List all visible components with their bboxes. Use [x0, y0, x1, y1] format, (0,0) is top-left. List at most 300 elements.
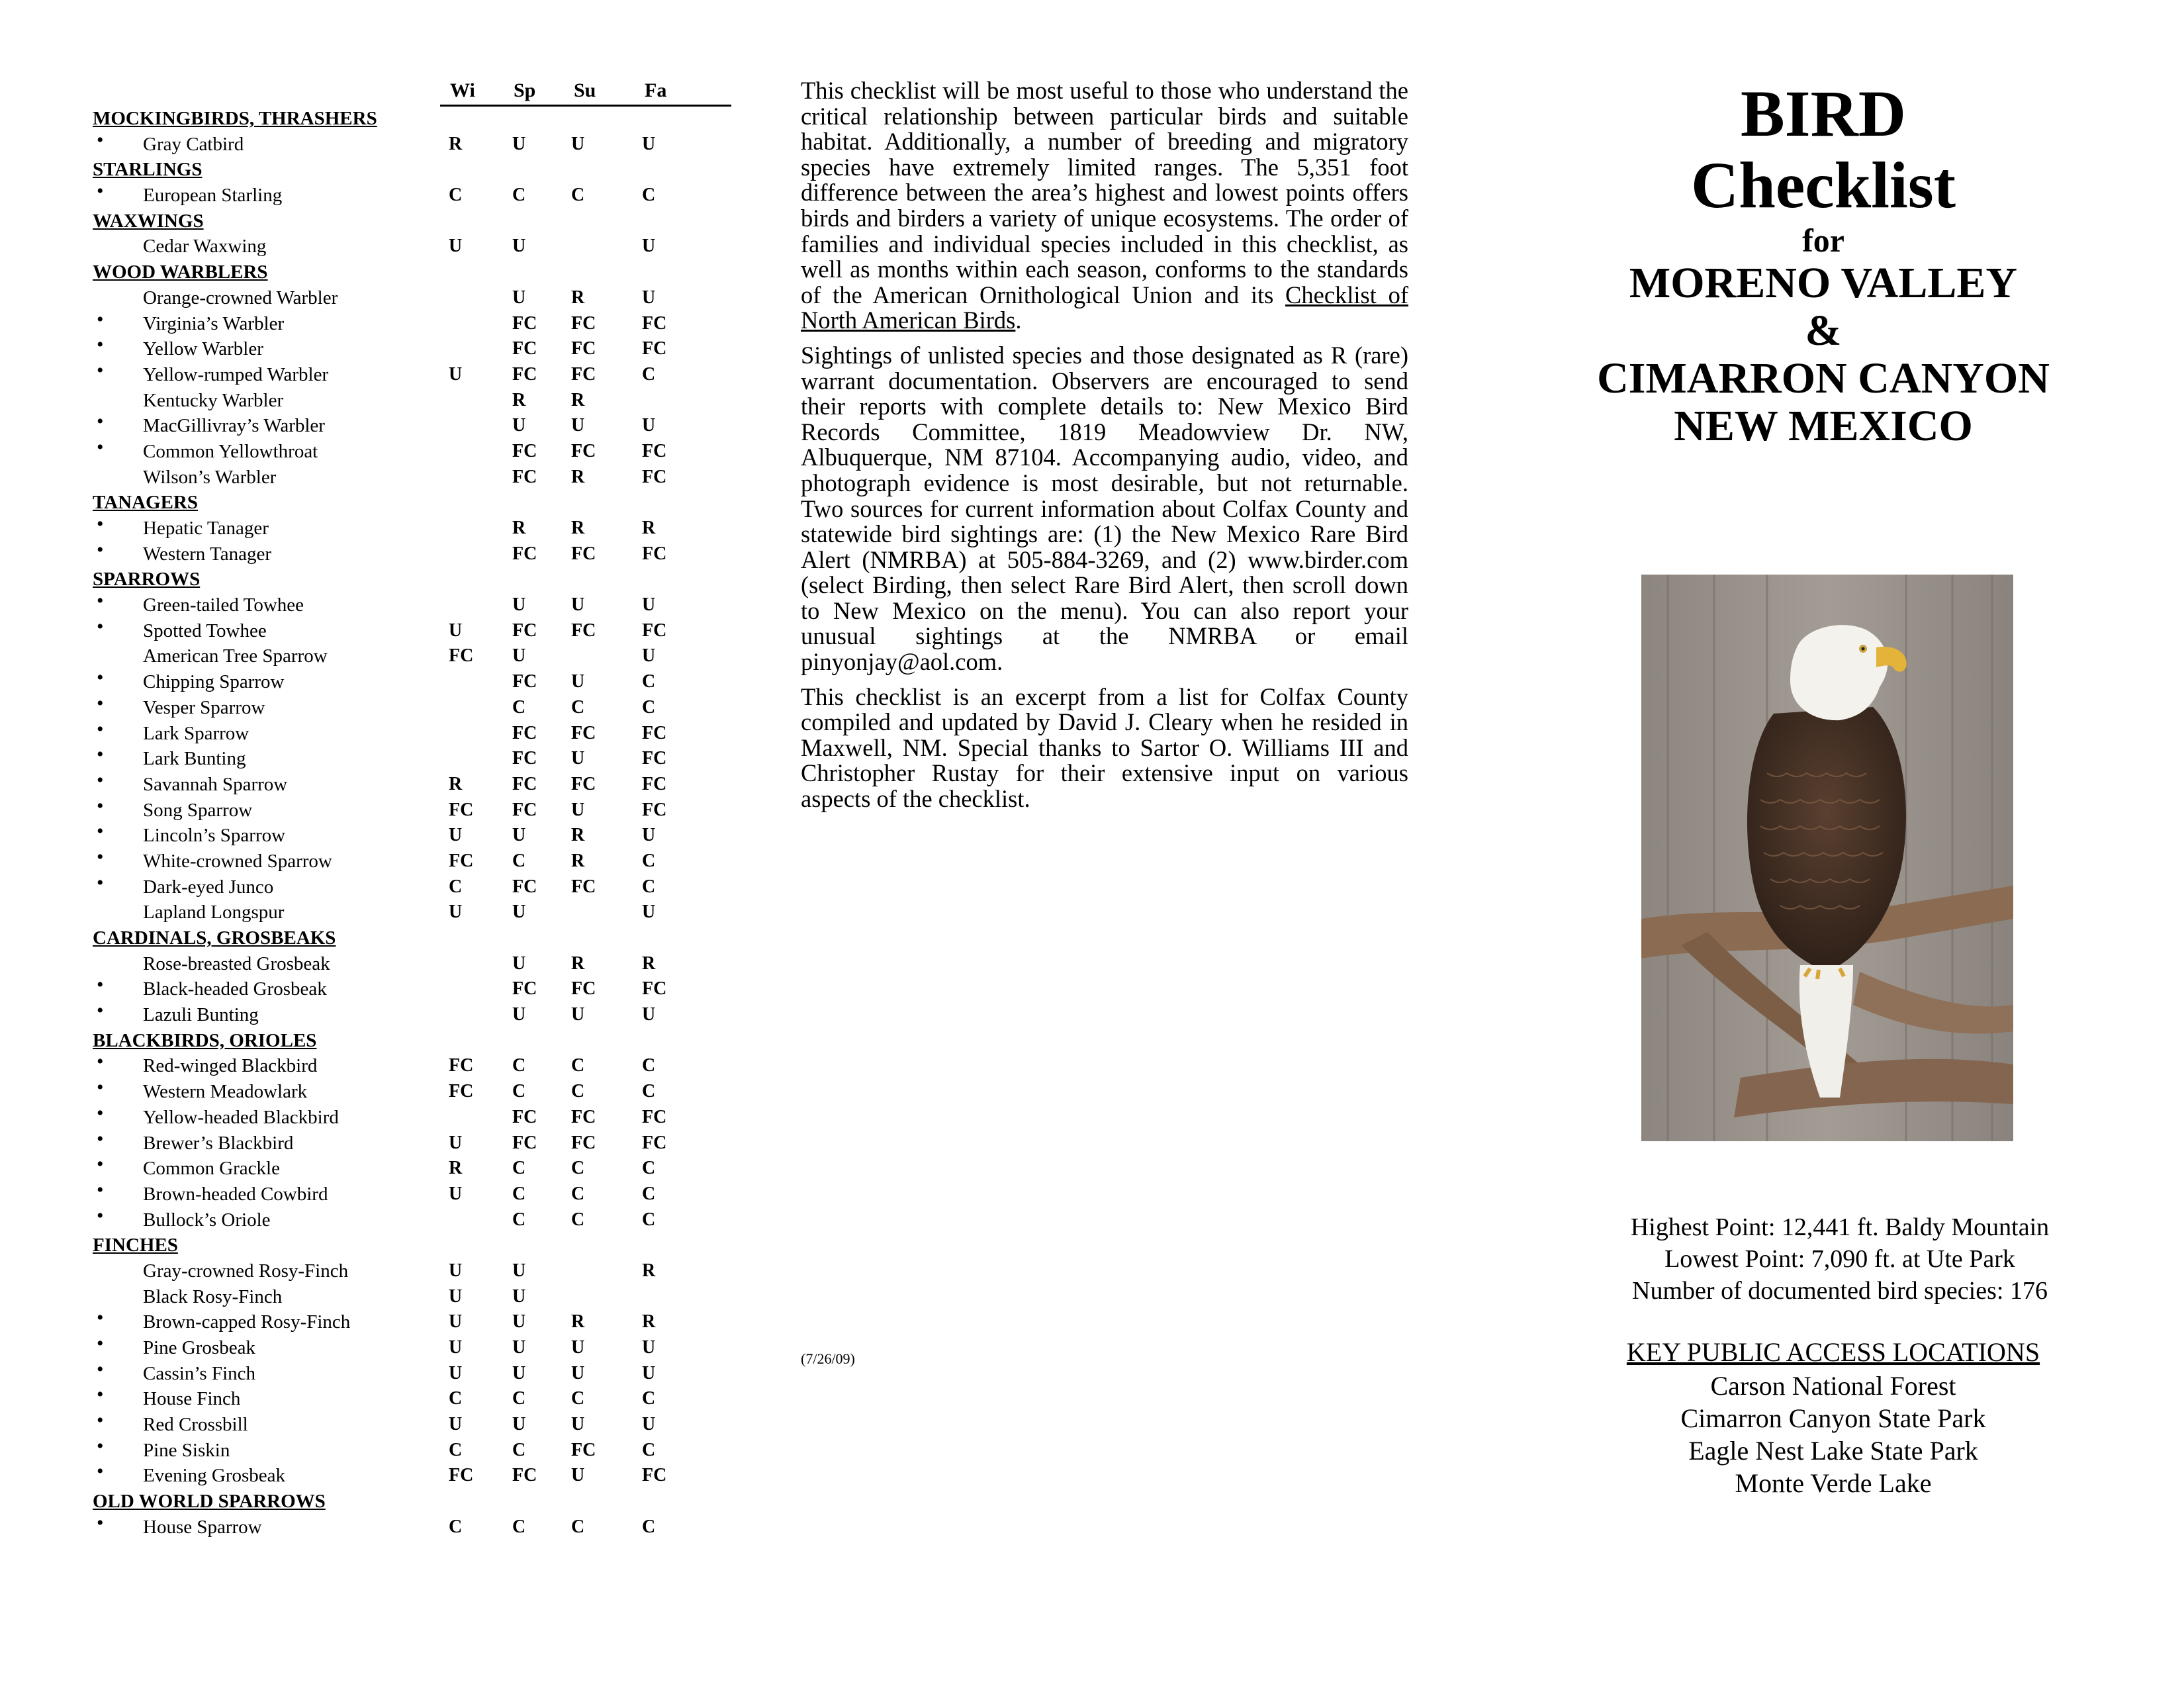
abundance-sp: FC	[512, 466, 537, 487]
abundance-sp: C	[512, 1081, 526, 1102]
abundance-wi: U	[449, 1414, 463, 1435]
breeding-bullet-icon: •	[97, 1051, 104, 1073]
family-name: BLACKBIRDS, ORIOLES	[93, 1029, 317, 1051]
abundance-fa: C	[642, 1439, 656, 1460]
species-row	[93, 1358, 688, 1387]
abundance-su: R	[571, 466, 585, 487]
species-row	[93, 410, 688, 439]
abundance-fa: FC	[642, 440, 667, 461]
abundance-wi: R	[449, 773, 463, 794]
abundance-wi: FC	[449, 1081, 474, 1102]
col-header-spring: Sp	[514, 79, 536, 101]
abundance-wi: U	[449, 1337, 463, 1358]
breeding-bullet-icon: •	[97, 1204, 104, 1227]
species-name: Black Rosy-Finch	[143, 1286, 283, 1307]
abundance-fa: FC	[642, 799, 667, 820]
abundance-sp: U	[512, 953, 526, 974]
abundance-su: C	[571, 185, 585, 206]
abundance-fa: C	[642, 876, 656, 897]
checklist-rows	[93, 106, 688, 1540]
abundance-sp: FC	[512, 876, 537, 897]
species-row	[93, 285, 688, 311]
family-name: MOCKINGBIRDS, THRASHERS	[93, 108, 377, 129]
abundance-su: C	[571, 1055, 585, 1076]
col-header-winter: Wi	[450, 79, 475, 101]
abundance-su: C	[571, 1158, 585, 1179]
abundance-su: FC	[571, 722, 596, 743]
abundance-wi: C	[449, 876, 463, 897]
title-bird: BIRD	[1740, 77, 1907, 150]
abundance-fa: U	[642, 1362, 656, 1383]
abundance-sp: C	[512, 1209, 526, 1230]
abundance-wi: C	[449, 1439, 463, 1460]
abundance-fa: C	[642, 363, 656, 385]
abundance-fa: FC	[642, 773, 667, 794]
abundance-wi: U	[449, 1132, 463, 1153]
abundance-wi: FC	[449, 1055, 474, 1076]
lowest-point: Lowest Point: 7,090 ft. at Ute Park	[1664, 1245, 2015, 1273]
abundance-su: U	[571, 1004, 585, 1025]
breeding-bullet-icon: •	[97, 1434, 104, 1457]
breeding-bullet-icon: •	[97, 1000, 104, 1022]
breeding-bullet-icon: •	[97, 128, 104, 151]
abundance-sp: R	[512, 518, 526, 538]
abundance-su: FC	[571, 1106, 596, 1127]
family-name: CARDINALS, GROSBEAKS	[93, 927, 336, 949]
breeding-bullet-icon: •	[97, 871, 104, 894]
breeding-bullet-icon: •	[97, 1307, 104, 1329]
abundance-fa: C	[642, 696, 656, 718]
abundance-fa: FC	[642, 338, 667, 359]
species-row	[93, 513, 688, 541]
abundance-fa: C	[642, 1055, 656, 1076]
species-name: White-crowned Sparrow	[143, 850, 332, 872]
abundance-wi: C	[449, 1388, 463, 1409]
abundance-su: FC	[571, 543, 596, 564]
abundance-fa: R	[642, 953, 656, 974]
abundance-wi: U	[449, 236, 463, 257]
abundance-wi: R	[449, 133, 463, 154]
abundance-su: C	[571, 1081, 585, 1102]
species-row	[93, 1409, 688, 1438]
abundance-sp: C	[512, 850, 526, 871]
abundance-wi: U	[449, 620, 463, 641]
abundance-su: U	[571, 671, 585, 692]
abundance-sp: U	[512, 1414, 526, 1435]
species-name: Yellow-headed Blackbird	[143, 1106, 339, 1128]
revision-date: (7/26/09)	[801, 1350, 855, 1367]
abundance-sp: FC	[512, 338, 537, 359]
abundance-fa: R	[642, 1311, 656, 1333]
species-name: Yellow-rumped Warbler	[143, 363, 329, 385]
abundance-su: R	[571, 518, 585, 538]
species-name: Brown-headed Cowbird	[143, 1183, 328, 1205]
abundance-fa: FC	[642, 722, 667, 743]
abundance-sp: U	[512, 133, 526, 154]
family-name: SPARROWS	[93, 569, 201, 590]
species-name: Gray-crowned Rosy-Finch	[143, 1260, 349, 1282]
breeding-bullet-icon: •	[97, 692, 104, 714]
abundance-sp: C	[512, 1439, 526, 1460]
abundance-su: C	[571, 696, 585, 718]
abundance-sp: C	[512, 1183, 526, 1204]
abundance-fa: C	[642, 1388, 656, 1409]
bald-eagle-photo	[1641, 575, 2013, 1141]
abundance-su: FC	[571, 1439, 596, 1460]
species-row	[93, 1153, 688, 1182]
abundance-su: FC	[571, 312, 596, 334]
access-location: Carson National Forest	[1710, 1371, 1956, 1401]
abundance-fa: C	[642, 185, 656, 206]
abundance-sp: FC	[512, 440, 537, 461]
breeding-bullet-icon: •	[97, 1358, 104, 1380]
abundance-fa: U	[642, 415, 656, 436]
abundance-sp: FC	[512, 773, 537, 794]
abundance-wi: FC	[449, 1465, 474, 1486]
intro-paragraph-2: Sightings of unlisted species and those designated as R (rare) warrant documentation. Observers are encouraged to send their reports with complete details to: New Mexico Bird Records Committee, 1819 Meadowview Dr. NW, Albuquerque, NM 87104. Accompanying audio, video, and photograph evidence is most desirable, but not returnable. Two sources for current information about Colfax County and statewide bird sightings are: (1) the New Mexico Rare Bird Alert (NMRBA) at 505-884-3269, and (2) www.birder.com (select Birding, then select Rare Bird Alert, then scroll down to New Mexico on the menu). You can also report your unusual sightings at the NMRBA or email pinyonjay@aol.com.	[801, 341, 1408, 676]
abundance-su: C	[571, 1209, 585, 1230]
species-name: Wilson’s Warbler	[143, 466, 277, 488]
abundance-sp: U	[512, 1260, 526, 1281]
family-heading	[93, 925, 688, 951]
species-row	[93, 1511, 688, 1540]
species-row	[93, 538, 688, 567]
abundance-sp: R	[512, 389, 526, 410]
species-name: Lincoln’s Sparrow	[143, 825, 286, 847]
abundance-wi: U	[449, 825, 463, 846]
abundance-sp: FC	[512, 363, 537, 385]
abundance-su: R	[571, 389, 585, 410]
abundance-sp: U	[512, 1337, 526, 1358]
family-heading	[93, 567, 688, 592]
abundance-sp: C	[512, 1055, 526, 1076]
breeding-bullet-icon: •	[97, 590, 104, 612]
abundance-sp: FC	[512, 799, 537, 820]
abundance-sp: C	[512, 1158, 526, 1179]
family-name: OLD WORLD SPARROWS	[93, 1491, 326, 1513]
breeding-bullet-icon: •	[97, 769, 104, 791]
intro-paragraph-3: This checklist is an excerpt from a list for Colfax County compiled and updated by David J. Cleary when he resided in Maxwell, NM. Special thanks to Sartor O. Williams III and Christopher Rustay for their extensive input on various aspects of the checklist.	[801, 682, 1408, 813]
abundance-fa: C	[642, 671, 656, 692]
abundance-fa: U	[642, 236, 656, 257]
species-name: Song Sparrow	[143, 799, 253, 821]
title-checklist: Checklist	[1691, 148, 1956, 222]
documented-species-count: Number of documented bird species: 176	[1632, 1277, 2048, 1305]
abundance-wi: U	[449, 1311, 463, 1333]
species-row	[93, 436, 688, 465]
abundance-su: U	[571, 1337, 585, 1358]
species-row	[93, 1076, 688, 1105]
abundance-fa: FC	[642, 1465, 667, 1486]
species-name: House Sparrow	[143, 1516, 262, 1538]
species-row	[93, 900, 688, 925]
abundance-wi: U	[449, 902, 463, 923]
abundance-sp: U	[512, 825, 526, 846]
intro-text	[801, 78, 1408, 821]
abundance-fa: FC	[642, 543, 667, 564]
species-name: Chipping Sparrow	[143, 671, 285, 693]
family-heading	[93, 209, 688, 234]
species-row	[93, 465, 688, 491]
abundance-sp: FC	[512, 312, 537, 334]
species-row	[93, 1284, 688, 1310]
species-row	[93, 1178, 688, 1207]
abundance-su: U	[571, 133, 585, 154]
species-name: Hepatic Tanager	[143, 518, 269, 539]
abundance-sp: C	[512, 1388, 526, 1409]
abundance-su: R	[571, 1311, 585, 1333]
abundance-su: FC	[571, 363, 596, 385]
species-name: Green-tailed Towhee	[143, 594, 304, 616]
abundance-fa: FC	[642, 312, 667, 334]
abundance-fa: C	[642, 1158, 656, 1179]
breeding-bullet-icon: •	[97, 359, 104, 381]
title-for: for	[1802, 222, 1844, 259]
abundance-fa: R	[642, 1260, 656, 1281]
species-row	[93, 718, 688, 747]
breeding-bullet-icon: •	[97, 1153, 104, 1176]
abundance-fa: C	[642, 850, 656, 871]
family-name: TANAGERS	[93, 492, 198, 514]
abundance-fa: FC	[642, 978, 667, 1000]
abundance-fa: U	[642, 133, 656, 154]
access-locations	[1502, 1336, 2164, 1499]
abundance-wi: U	[449, 1362, 463, 1383]
species-name: Common Grackle	[143, 1158, 280, 1180]
breeding-bullet-icon: •	[97, 1383, 104, 1406]
abundance-su: C	[571, 1516, 585, 1537]
abundance-wi: C	[449, 1516, 463, 1537]
family-heading	[93, 1028, 688, 1054]
abundance-su: FC	[571, 978, 596, 1000]
breeding-bullet-icon: •	[97, 436, 104, 458]
abundance-wi: U	[449, 1286, 463, 1307]
access-heading: KEY PUBLIC ACCESS LOCATIONS	[1626, 1337, 2040, 1367]
abundance-sp: U	[512, 1362, 526, 1383]
abundance-sp: FC	[512, 671, 537, 692]
species-row	[93, 234, 688, 259]
abundance-su: FC	[571, 773, 596, 794]
breeding-bullet-icon: •	[97, 513, 104, 535]
species-row	[93, 592, 688, 618]
abundance-sp: FC	[512, 722, 537, 743]
abundance-sp: U	[512, 1286, 526, 1307]
species-name: Brown-capped Rosy-Finch	[143, 1311, 351, 1333]
abundance-sp: U	[512, 645, 526, 667]
species-row	[93, 951, 688, 977]
breeding-bullet-icon: •	[97, 1333, 104, 1354]
species-name: European Starling	[143, 185, 283, 207]
abundance-sp: FC	[512, 1132, 537, 1153]
abundance-su: U	[571, 1362, 585, 1383]
species-name: Lark Bunting	[143, 748, 246, 770]
family-heading	[93, 1489, 688, 1515]
breeding-bullet-icon: •	[97, 974, 104, 996]
breeding-bullet-icon: •	[97, 718, 104, 740]
species-name: Kentucky Warbler	[143, 389, 284, 411]
species-name: Dark-eyed Junco	[143, 876, 274, 898]
species-row	[93, 1309, 688, 1335]
abundance-fa: FC	[642, 1106, 667, 1127]
species-row	[93, 1204, 688, 1233]
abundance-fa: FC	[642, 748, 667, 769]
abundance-sp: U	[512, 594, 526, 616]
abundance-fa: C	[642, 1183, 656, 1204]
species-row	[93, 308, 688, 337]
abundance-sp: C	[512, 1516, 526, 1537]
abundance-fa: C	[642, 1209, 656, 1230]
species-name: Red-winged Blackbird	[143, 1055, 318, 1077]
abundance-fa: U	[642, 1004, 656, 1025]
species-row	[93, 1127, 688, 1156]
family-heading	[93, 1233, 688, 1258]
species-row	[93, 794, 688, 823]
abundance-fa: C	[642, 1516, 656, 1537]
abundance-su: FC	[571, 1132, 596, 1153]
species-name: House Finch	[143, 1388, 241, 1410]
abundance-fa: U	[642, 287, 656, 308]
species-row	[93, 1335, 688, 1361]
abundance-sp: U	[512, 287, 526, 308]
abundance-su: FC	[571, 338, 596, 359]
abundance-su: R	[571, 287, 585, 308]
species-row	[93, 669, 688, 695]
highest-point: Highest Point: 12,441 ft. Baldy Mountain	[1630, 1213, 2050, 1241]
abundance-su: R	[571, 825, 585, 846]
abundance-fa: U	[642, 825, 656, 846]
abundance-su: U	[571, 594, 585, 616]
title-cimarron-canyon: CIMARRON CANYON	[1597, 354, 2050, 402]
species-name: Gray Catbird	[143, 133, 244, 155]
abundance-fa: FC	[642, 466, 667, 487]
abundance-su: C	[571, 1183, 585, 1204]
breeding-bullet-icon: •	[97, 1511, 104, 1534]
abundance-fa: U	[642, 902, 656, 923]
season-header-row	[93, 79, 688, 103]
species-name: Vesper Sparrow	[143, 696, 265, 718]
species-row	[93, 359, 688, 388]
bird-checklist-table	[93, 79, 688, 1540]
family-name: WOOD WARBLERS	[93, 261, 268, 283]
species-name: Lazuli Bunting	[143, 1004, 259, 1026]
species-name: Red Crossbill	[143, 1414, 248, 1436]
species-name: Rose-breasted Grosbeak	[143, 953, 330, 974]
aou-checklist-title: Checklist of North American Birds	[801, 281, 1409, 334]
abundance-wi: U	[449, 1260, 463, 1281]
abundance-sp: FC	[512, 978, 537, 1000]
abundance-su: FC	[571, 876, 596, 897]
abundance-wi: R	[449, 1158, 463, 1179]
abundance-sp: U	[512, 902, 526, 923]
breeding-bullet-icon: •	[97, 1178, 104, 1201]
abundance-wi: U	[449, 1183, 463, 1204]
breeding-bullet-icon: •	[97, 820, 104, 843]
abundance-sp: FC	[512, 748, 537, 769]
species-row	[93, 769, 688, 798]
species-name: Spotted Towhee	[143, 620, 267, 641]
breeding-bullet-icon: •	[97, 1127, 104, 1150]
species-row	[93, 1460, 688, 1489]
species-row	[93, 820, 688, 849]
abundance-su: FC	[571, 440, 596, 461]
abundance-fa: U	[642, 1414, 656, 1435]
abundance-fa: C	[642, 1081, 656, 1102]
abundance-su: U	[571, 799, 585, 820]
species-row	[93, 743, 688, 772]
breeding-bullet-icon: •	[97, 667, 104, 689]
family-heading	[93, 259, 688, 285]
abundance-su: U	[571, 1465, 585, 1486]
species-name: Bullock’s Oriole	[143, 1209, 271, 1231]
family-heading	[93, 490, 688, 516]
title-new-mexico: NEW MEXICO	[1674, 402, 1973, 450]
species-row	[93, 976, 688, 1002]
species-name: Lapland Longspur	[143, 902, 285, 923]
species-name: Evening Grosbeak	[143, 1465, 286, 1487]
breeding-bullet-icon: •	[97, 794, 104, 817]
species-row	[93, 180, 688, 209]
breeding-bullet-icon: •	[97, 1102, 104, 1124]
species-name: Virginia’s Warbler	[143, 312, 285, 334]
species-row	[93, 1102, 688, 1131]
species-row	[93, 1258, 688, 1284]
intro-paragraph-1: This checklist will be most useful to those who understand the critical relationship between particular birds and suitable habitat. Additionally, a number of breeding and migratory species have extremely limited ranges. The 5,351 foot difference between the area’s highest and lowest points offers birds and birders a variety of unique ecosystems. The order of families and individual species included in this checklist, as well as months within each season, conforms to the standards of the American Ornithological Union and its Checklist of North American Birds.	[801, 77, 1409, 334]
abundance-su: U	[571, 415, 585, 436]
species-row	[93, 336, 688, 362]
species-name: Cedar Waxwing	[143, 236, 267, 258]
abundance-sp: FC	[512, 543, 537, 564]
species-row	[93, 615, 688, 644]
species-name: Cassin’s Finch	[143, 1362, 255, 1384]
species-name: Pine Siskin	[143, 1439, 230, 1461]
species-name: Lark Sparrow	[143, 722, 250, 744]
species-row	[93, 692, 688, 721]
abundance-sp: U	[512, 236, 526, 257]
col-header-summer: Su	[574, 79, 596, 101]
breeding-bullet-icon: •	[97, 334, 104, 356]
family-heading	[93, 106, 688, 132]
abundance-su: U	[571, 748, 585, 769]
family-name: WAXWINGS	[93, 210, 204, 232]
breeding-bullet-icon: •	[97, 538, 104, 561]
family-name: FINCHES	[93, 1235, 178, 1256]
family-heading	[93, 157, 688, 183]
abundance-fa: U	[642, 594, 656, 616]
abundance-fa: FC	[642, 1132, 667, 1153]
species-name: Savannah Sparrow	[143, 773, 288, 795]
species-row	[93, 1434, 688, 1464]
species-row	[93, 845, 688, 874]
abundance-sp: FC	[512, 620, 537, 641]
species-name: Black-headed Grosbeak	[143, 978, 327, 1000]
breeding-bullet-icon: •	[97, 1409, 104, 1432]
abundance-sp: FC	[512, 1465, 537, 1486]
access-location: Cimarron Canyon State Park	[1680, 1403, 1986, 1433]
abundance-fa: U	[642, 1337, 656, 1358]
breeding-bullet-icon: •	[97, 845, 104, 868]
species-name: Common Yellowthroat	[143, 440, 318, 462]
abundance-wi: FC	[449, 799, 474, 820]
abundance-sp: U	[512, 1004, 526, 1025]
family-name: STARLINGS	[93, 159, 203, 181]
species-name: Western Tanager	[143, 543, 271, 565]
species-row	[93, 1002, 688, 1028]
abundance-sp: C	[512, 696, 526, 718]
abundance-sp: U	[512, 415, 526, 436]
abundance-sp: FC	[512, 1106, 537, 1127]
abundance-su: FC	[571, 620, 596, 641]
species-name: American Tree Sparrow	[143, 645, 328, 667]
